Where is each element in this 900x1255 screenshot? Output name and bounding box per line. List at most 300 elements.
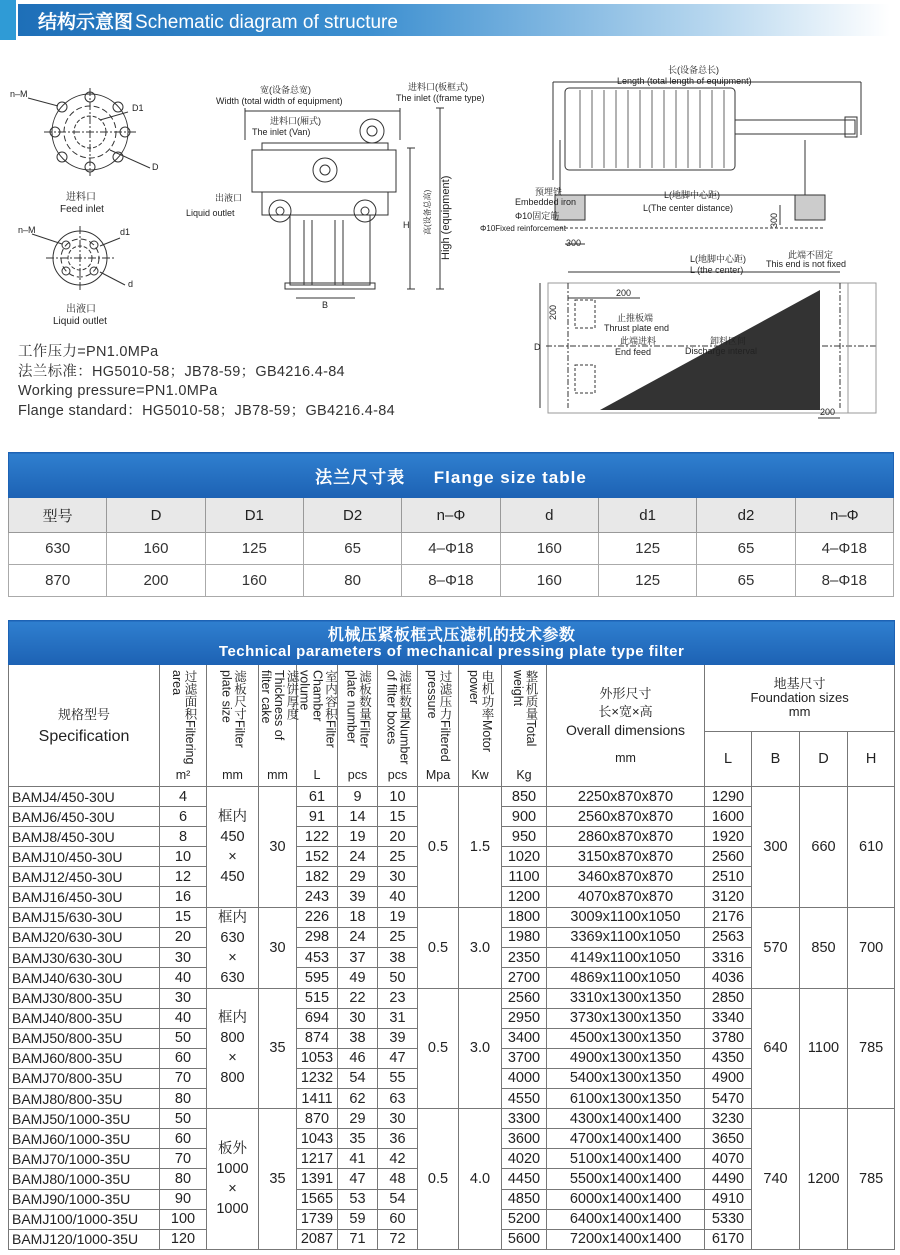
frame-num-cell: 40 — [378, 887, 418, 907]
volume-cell: 453 — [297, 948, 338, 968]
hdr-pressure — [418, 665, 459, 787]
spec-cell: BAMJ60/1000-35U — [9, 1129, 160, 1149]
found-L-cell: 4070 — [705, 1149, 752, 1169]
hdr-dims-unit: mm — [615, 750, 636, 765]
frame-num-cell: 50 — [378, 968, 418, 988]
plate-num-cell: 37 — [338, 948, 378, 968]
found-L-cell: 2510 — [705, 867, 752, 887]
spec-cell: BAMJ30/630-30U — [9, 948, 160, 968]
found-L-cell: 5470 — [705, 1089, 752, 1109]
spec-cell: BAMJ90/1000-35U — [9, 1189, 160, 1209]
plate-num-cell: 47 — [338, 1169, 378, 1189]
note-flange-cn: 法兰标准：HG5010-58；JB78-59；GB4216.4-84 — [18, 363, 345, 380]
label-embed-en: Embedded iron — [515, 197, 577, 207]
tech-title-en: Technical parameters of mechanical pressing plate type filter — [218, 642, 685, 660]
label-feed-cn: 进料口 — [66, 192, 96, 203]
volume-cell: 1411 — [297, 1089, 338, 1109]
plate-size-cell — [207, 787, 259, 908]
flange-col-d2: d2 — [697, 498, 795, 533]
pressure-cell: 0.5 — [418, 907, 459, 988]
motor-cell: 4.0 — [459, 1109, 502, 1250]
volume-cell: 1043 — [297, 1129, 338, 1149]
dims-cell: 3009x1100x1050 — [547, 907, 705, 927]
frame-num-cell: 63 — [378, 1089, 418, 1109]
label-d-letter: D — [534, 342, 541, 352]
flange-cell: 65 — [697, 533, 795, 565]
spec-cell: BAMJ70/1000-35U — [9, 1149, 160, 1169]
weight-cell: 5200 — [502, 1209, 547, 1229]
hdr-dims-cn2: 长×宽×高 — [598, 703, 653, 719]
hdr-plate — [207, 665, 259, 787]
plate-num-cell: 30 — [338, 1008, 378, 1028]
hdr-platenum-unit: pcs — [347, 767, 368, 782]
hdr-area-unit: m² — [175, 767, 191, 782]
cake-cell: 30 — [259, 787, 297, 908]
found-H-cell: 785 — [848, 1109, 895, 1250]
plate-size-part: 板外 — [218, 1140, 247, 1157]
dims-cell: 2560x870x870 — [547, 807, 705, 827]
label-discharge-en: Discharge interval — [685, 346, 758, 356]
hdr-weight-label: 整机质量Total weight — [511, 669, 538, 746]
weight-cell: 3600 — [502, 1129, 547, 1149]
cake-cell: 30 — [259, 907, 297, 988]
dims-cell: 3150x870x870 — [547, 847, 705, 867]
plate-size-part: 630 — [220, 969, 245, 986]
plate-size-part: × — [228, 848, 237, 865]
hdr-cake — [259, 665, 297, 787]
found-B-cell: 570 — [752, 907, 800, 988]
plate-size-cell — [207, 988, 259, 1109]
plate-num-cell: 18 — [338, 907, 378, 927]
found-L-cell: 3650 — [705, 1129, 752, 1149]
flange-cell: 65 — [697, 565, 795, 597]
frame-num-cell: 55 — [378, 1068, 418, 1088]
dims-cell: 4149x1100x1050 — [547, 948, 705, 968]
volume-cell: 870 — [297, 1109, 338, 1129]
spec-cell: BAMJ40/630-30U — [9, 968, 160, 988]
dims-cell: 7200x1400x1400 — [547, 1229, 705, 1249]
label-length-en: Length (total length of equipment) — [617, 76, 752, 86]
label-lcenter2-cn: L(地脚中心距) — [690, 254, 746, 264]
volume-cell: 152 — [297, 847, 338, 867]
frame-num-cell: 54 — [378, 1189, 418, 1209]
volume-cell: 874 — [297, 1028, 338, 1048]
flange-cell: 4–Φ18 — [795, 533, 893, 565]
hdr-motor-unit: Kw — [471, 767, 489, 782]
found-L-cell: 4900 — [705, 1068, 752, 1088]
flange-cell: 125 — [598, 533, 696, 565]
pressure-cell: 0.5 — [418, 1109, 459, 1250]
frame-num-cell: 10 — [378, 787, 418, 807]
flange-cell: 65 — [303, 533, 401, 565]
label-b-letter: B — [322, 300, 329, 310]
plate-num-cell: 9 — [338, 787, 378, 807]
flange-col-D: D — [107, 498, 205, 533]
plate-num-cell: 41 — [338, 1149, 378, 1169]
pressure-cell: 0.5 — [418, 988, 459, 1109]
area-cell: 50 — [160, 1028, 207, 1048]
flange-cell: 80 — [303, 565, 401, 597]
volume-cell: 91 — [297, 807, 338, 827]
hdr-volume-label: 室内容积Filter Chamber volume — [297, 669, 338, 748]
weight-cell: 950 — [502, 827, 547, 847]
area-cell: 50 — [160, 1109, 207, 1129]
dims-cell: 4900x1300x1350 — [547, 1048, 705, 1068]
spec-cell: BAMJ50/800-35U — [9, 1028, 160, 1048]
plate-size-part: × — [228, 949, 237, 966]
motor-cell: 3.0 — [459, 988, 502, 1109]
hdr-pressure-unit: Mpa — [425, 767, 451, 782]
dims-cell: 6400x1400x1400 — [547, 1209, 705, 1229]
spec-cell: BAMJ50/1000-35U — [9, 1109, 160, 1129]
found-L-cell: 3230 — [705, 1109, 752, 1129]
found-L-cell: 1290 — [705, 787, 752, 807]
hdr-found-en: Foundation sizes — [750, 690, 849, 705]
plate-num-cell: 53 — [338, 1189, 378, 1209]
dims-cell: 2250x870x870 — [547, 787, 705, 807]
found-B-cell: 640 — [752, 988, 800, 1109]
frame-num-cell: 25 — [378, 847, 418, 867]
found-L-cell: 4350 — [705, 1048, 752, 1068]
flange-row — [9, 533, 894, 565]
plate-size-part: 450 — [220, 828, 245, 845]
label-embed-cn: 预埋铁 — [535, 187, 563, 197]
dims-cell: 5500x1400x1400 — [547, 1169, 705, 1189]
dims-cell: 3460x870x870 — [547, 867, 705, 887]
area-cell: 30 — [160, 988, 207, 1008]
flange-cell: 200 — [107, 565, 205, 597]
label-dim-200-a: 200 — [616, 288, 632, 298]
flange-col-n-phi-2: n–Φ — [795, 498, 893, 533]
found-L-cell: 2176 — [705, 907, 752, 927]
dims-cell: 4700x1400x1400 — [547, 1129, 705, 1149]
volume-cell: 1232 — [297, 1068, 338, 1088]
weight-cell: 3300 — [502, 1109, 547, 1129]
plate-size-cell — [207, 1109, 259, 1250]
hdr-frames — [378, 665, 418, 787]
hdr-dims-en: Overall dimensions — [565, 721, 686, 738]
found-D-cell: 1200 — [800, 1109, 848, 1250]
spec-cell: BAMJ16/450-30U — [9, 887, 160, 907]
label-nm-top: n–M — [10, 89, 28, 99]
spec-notes — [18, 343, 395, 421]
plate-num-cell: 14 — [338, 807, 378, 827]
label-length-cn: 长(设备总长) — [668, 65, 719, 75]
frame-num-cell: 60 — [378, 1209, 418, 1229]
plate-size-part: 框内 — [218, 909, 247, 926]
found-L-cell: 2850 — [705, 988, 752, 1008]
plate-num-cell: 49 — [338, 968, 378, 988]
plate-num-cell: 39 — [338, 887, 378, 907]
spec-cell: BAMJ4/450-30U — [9, 787, 160, 807]
motor-cell: 1.5 — [459, 787, 502, 908]
side-view-drawing — [553, 82, 861, 244]
spec-cell: BAMJ120/1000-35U — [9, 1229, 160, 1249]
area-cell: 100 — [160, 1209, 207, 1229]
hdr-volume-unit: L — [313, 767, 321, 782]
area-cell: 16 — [160, 887, 207, 907]
frame-num-cell: 72 — [378, 1229, 418, 1249]
label-inlet-frame-en: The inlet ((frame type) — [396, 93, 485, 103]
dims-cell: 6100x1300x1350 — [547, 1089, 705, 1109]
header-title-en: Schematic diagram of structure — [135, 12, 398, 33]
label-h-letter: H — [403, 220, 410, 230]
weight-cell: 1020 — [502, 847, 547, 867]
label-rebar-cn: Φ10固定筋 — [515, 211, 560, 221]
hdr-H: H — [848, 732, 895, 787]
label-inlet-frame-cn: 进料口(板框式) — [408, 82, 468, 92]
dims-cell: 4300x1400x1400 — [547, 1109, 705, 1129]
spec-cell: BAMJ40/800-35U — [9, 1008, 160, 1028]
label-feed-en: Feed inlet — [60, 204, 104, 215]
found-H-cell: 610 — [848, 787, 895, 908]
found-L-cell: 4910 — [705, 1189, 752, 1209]
volume-cell: 243 — [297, 887, 338, 907]
header-title-cn: 结构示意图 — [38, 12, 134, 33]
weight-cell: 1100 — [502, 867, 547, 887]
hdr-plate-label: 滤板尺寸Filter plate size — [219, 669, 247, 748]
label-thrust-cn: 止推板端 — [617, 313, 654, 323]
weight-cell: 5600 — [502, 1229, 547, 1249]
flange-header-row — [9, 498, 894, 533]
hdr-pressure-label: 过滤压力Filtered pressure — [425, 669, 452, 762]
note-pressure-en: Working pressure=PN1.0MPa — [18, 383, 218, 399]
frame-num-cell: 47 — [378, 1048, 418, 1068]
area-cell: 10 — [160, 847, 207, 867]
dims-cell: 4500x1300x1350 — [547, 1028, 705, 1048]
flange-cell: 630 — [9, 533, 107, 565]
frame-num-cell: 30 — [378, 867, 418, 887]
label-rebar-en: Φ10Fixed reinforcement — [480, 224, 566, 233]
weight-cell: 2700 — [502, 968, 547, 988]
frame-num-cell: 30 — [378, 1109, 418, 1129]
spec-cell: BAMJ80/1000-35U — [9, 1169, 160, 1189]
spec-cell: BAMJ100/1000-35U — [9, 1209, 160, 1229]
found-L-cell: 2560 — [705, 847, 752, 867]
hdr-platenum-label: 滤板数量Filter plate number — [344, 669, 372, 748]
volume-cell: 694 — [297, 1008, 338, 1028]
hdr-cake-unit: mm — [267, 767, 288, 782]
volume-cell: 2087 — [297, 1229, 338, 1249]
label-lcenter2-en: L (the center) — [690, 265, 744, 275]
frame-num-cell: 31 — [378, 1008, 418, 1028]
found-B-cell: 740 — [752, 1109, 800, 1250]
plate-num-cell: 29 — [338, 1109, 378, 1129]
spec-cell: BAMJ30/800-35U — [9, 988, 160, 1008]
frame-num-cell: 38 — [378, 948, 418, 968]
label-notfixed-en: This end is not fixed — [766, 259, 847, 269]
area-cell: 40 — [160, 1008, 207, 1028]
hdr-B: B — [752, 732, 800, 787]
flange-col-d: d — [500, 498, 598, 533]
area-cell: 80 — [160, 1089, 207, 1109]
frame-num-cell: 19 — [378, 907, 418, 927]
found-B-cell: 300 — [752, 787, 800, 908]
weight-cell: 1800 — [502, 907, 547, 927]
area-cell: 6 — [160, 807, 207, 827]
flange-col-D2: D2 — [303, 498, 401, 533]
plate-size-part: 1000 — [216, 1200, 249, 1217]
found-L-cell: 6170 — [705, 1229, 752, 1249]
hdr-cake-label: 滤饼厚度Thickness of filter cake — [259, 669, 299, 740]
area-cell: 120 — [160, 1229, 207, 1249]
area-cell: 90 — [160, 1189, 207, 1209]
volume-cell: 1739 — [297, 1209, 338, 1229]
liquid-outlet-flange — [32, 226, 125, 290]
plate-size-part: 450 — [220, 868, 245, 885]
spec-cell: BAMJ10/450-30U — [9, 847, 160, 867]
flange-cell: 8–Φ18 — [795, 565, 893, 597]
tech-title-cn: 机械压紧板框式压滤机的技术参数 — [327, 626, 576, 644]
volume-cell: 1053 — [297, 1048, 338, 1068]
label-liquid-en: Liquid outlet — [53, 316, 107, 327]
dims-cell: 4869x1100x1050 — [547, 968, 705, 988]
dims-cell: 3369x1100x1050 — [547, 927, 705, 947]
found-D-cell: 850 — [800, 907, 848, 988]
weight-cell: 3400 — [502, 1028, 547, 1048]
table-row — [9, 1109, 895, 1129]
flange-col-n-phi-1: n–Φ — [402, 498, 500, 533]
plate-num-cell: 29 — [338, 867, 378, 887]
area-cell: 70 — [160, 1068, 207, 1088]
dims-cell: 4070x870x870 — [547, 887, 705, 907]
label-inlet-van-cn: 进料口(厢式) — [270, 116, 321, 126]
label-discharge-cn: 卸料区间 — [710, 336, 747, 346]
plate-num-cell: 62 — [338, 1089, 378, 1109]
plate-num-cell: 19 — [338, 827, 378, 847]
plate-num-cell: 38 — [338, 1028, 378, 1048]
found-L-cell: 1920 — [705, 827, 752, 847]
found-D-cell: 660 — [800, 787, 848, 908]
table-row — [9, 787, 895, 807]
label-nm-bottom: n–M — [18, 225, 36, 235]
frame-num-cell: 39 — [378, 1028, 418, 1048]
area-cell: 8 — [160, 827, 207, 847]
weight-cell: 1980 — [502, 927, 547, 947]
label-dim-200-b: 200 — [548, 304, 558, 320]
plate-size-part: 630 — [220, 929, 245, 946]
weight-cell: 4020 — [502, 1149, 547, 1169]
label-dim-200-c: 200 — [820, 407, 836, 417]
volume-cell: 1565 — [297, 1189, 338, 1209]
hdr-D: D — [800, 732, 848, 787]
spec-cell: BAMJ15/630-30U — [9, 907, 160, 927]
volume-cell: 1391 — [297, 1169, 338, 1189]
label-d-big: D — [152, 162, 159, 172]
hdr-weight — [502, 665, 547, 787]
plate-size-part: 800 — [220, 1030, 245, 1047]
pressure-cell: 0.5 — [418, 787, 459, 908]
label-lcenter-cn: L(地脚中心距) — [664, 190, 720, 200]
plate-size-part: 800 — [220, 1070, 245, 1087]
plate-size-part: 1000 — [216, 1160, 249, 1177]
plate-size-part: × — [228, 1050, 237, 1067]
hdr-spec — [9, 665, 160, 787]
flange-cell: 125 — [205, 533, 303, 565]
flange-cell: 870 — [9, 565, 107, 597]
table-row — [9, 988, 895, 1008]
hdr-motor-label: 电机功率Motor power — [467, 669, 494, 752]
feed-inlet-flange — [28, 88, 150, 176]
hdr-dims — [547, 665, 705, 787]
cake-cell: 35 — [259, 988, 297, 1109]
plate-num-cell: 71 — [338, 1229, 378, 1249]
area-cell: 70 — [160, 1149, 207, 1169]
tech-table-title — [9, 621, 895, 665]
volume-cell: 122 — [297, 827, 338, 847]
flange-cell: 160 — [500, 565, 598, 597]
plate-num-cell: 22 — [338, 988, 378, 1008]
weight-cell: 850 — [502, 787, 547, 807]
weight-cell: 4550 — [502, 1089, 547, 1109]
frame-num-cell: 20 — [378, 827, 418, 847]
frame-num-cell: 25 — [378, 927, 418, 947]
volume-cell: 595 — [297, 968, 338, 988]
hdr-platenum — [338, 665, 378, 787]
found-H-cell: 700 — [848, 907, 895, 988]
frame-num-cell: 42 — [378, 1149, 418, 1169]
hdr-motor — [459, 665, 502, 787]
volume-cell: 61 — [297, 787, 338, 807]
flange-row — [9, 565, 894, 597]
flange-cell: 125 — [598, 565, 696, 597]
weight-cell: 1200 — [502, 887, 547, 907]
hdr-foundation — [705, 665, 895, 732]
label-d1-big: D1 — [132, 103, 144, 113]
hdr-dims-cn: 外形尺寸 — [599, 685, 652, 701]
hdr-weight-unit: Kg — [516, 767, 532, 782]
label-liquid-cn: 出液口 — [66, 304, 96, 315]
label-inlet-van-en: The inlet (Van) — [252, 127, 311, 137]
found-L-cell: 2563 — [705, 927, 752, 947]
plate-num-cell: 24 — [338, 927, 378, 947]
plate-num-cell: 35 — [338, 1129, 378, 1149]
label-endfeed-en: End feed — [615, 347, 652, 357]
found-L-cell: 4036 — [705, 968, 752, 988]
label-width-cn: 宽(设备总宽) — [260, 85, 311, 95]
label-liq-out-cn: 出液口 — [215, 193, 243, 203]
area-cell: 60 — [160, 1048, 207, 1068]
spec-cell: BAMJ60/800-35U — [9, 1048, 160, 1068]
area-cell: 30 — [160, 948, 207, 968]
hdr-area-label: 过滤面积Filtering area — [170, 669, 197, 764]
volume-cell: 298 — [297, 927, 338, 947]
label-dim-300-a: 300 — [566, 238, 582, 248]
hdr-plate-unit: mm — [222, 767, 243, 782]
label-thrust-en: Thrust plate end — [604, 323, 670, 333]
weight-cell: 4850 — [502, 1189, 547, 1209]
flange-cell: 8–Φ18 — [402, 565, 500, 597]
frame-num-cell: 36 — [378, 1129, 418, 1149]
weight-cell: 2560 — [502, 988, 547, 1008]
dims-cell: 3310x1300x1350 — [547, 988, 705, 1008]
label-d-small: d — [128, 279, 134, 289]
hdr-volume — [297, 665, 338, 787]
hdr-L: L — [705, 732, 752, 787]
flange-col-D1: D1 — [205, 498, 303, 533]
label-notfixed-cn: 此端不固定 — [788, 250, 834, 260]
area-cell: 20 — [160, 927, 207, 947]
flange-table-title: 法兰尺寸表 Flange size table — [9, 453, 894, 498]
found-L-cell: 4490 — [705, 1169, 752, 1189]
volume-cell: 182 — [297, 867, 338, 887]
flange-cell: 4–Φ18 — [402, 533, 500, 565]
plate-num-cell: 46 — [338, 1048, 378, 1068]
frame-num-cell: 48 — [378, 1169, 418, 1189]
plate-size-part: 框内 — [218, 1010, 247, 1027]
frame-num-cell: 23 — [378, 988, 418, 1008]
frame-num-cell: 15 — [378, 807, 418, 827]
